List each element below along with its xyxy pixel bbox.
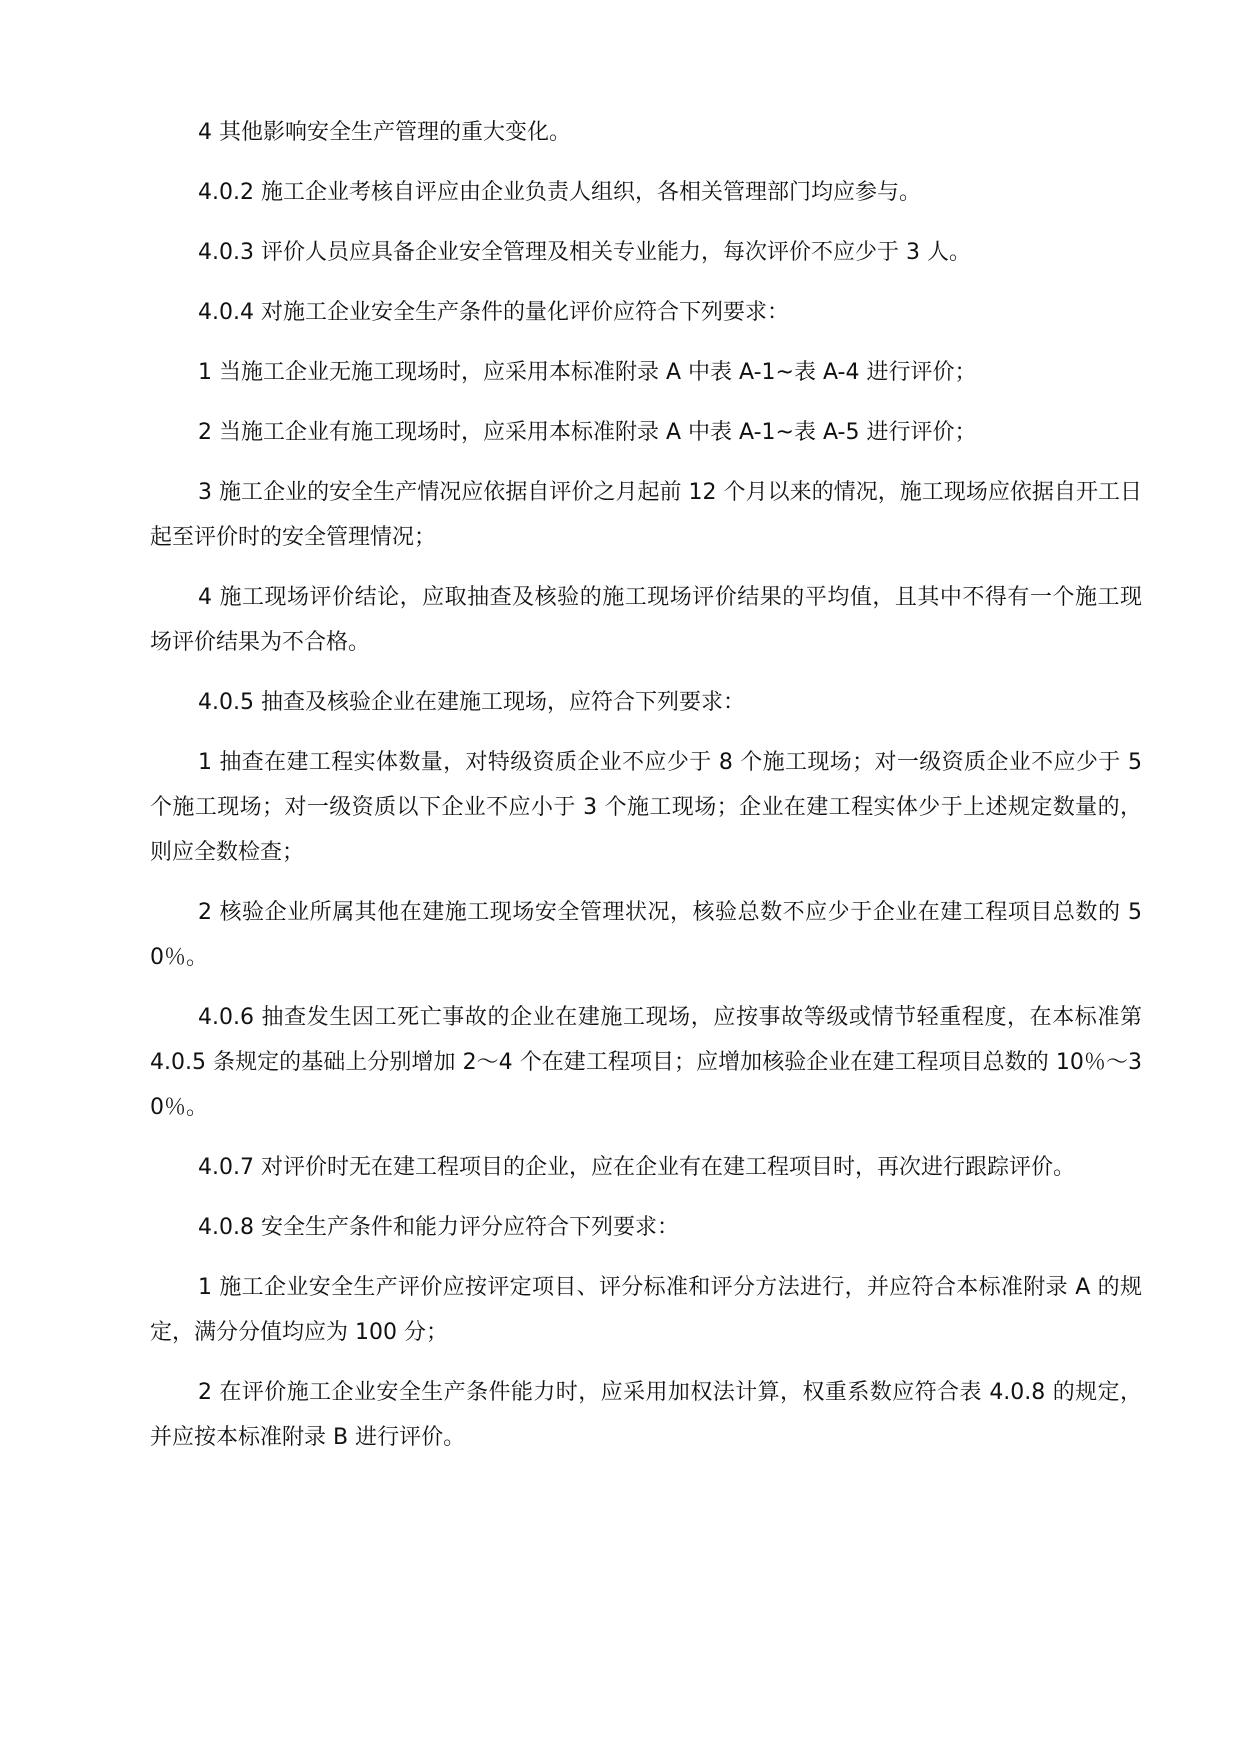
paragraph-4-0-4-item-2: 2 当施工企业有施工现场时，应采用本标准附录 A 中表 A-1~表 A-5 进行评价； [198, 420, 977, 445]
paragraph-4-0-4-item-3: 3 施工企业的安全生产情况应依据自评价之月起前 12 个月以来的情况，施工现场应依据自开工日起至评价时的安全管理情况； [150, 480, 1142, 550]
paragraph-4-0-8-item-2: 2 在评价施工企业安全生产条件能力时，应采用加权法计算，权重系数应符合表 4.0.8 的规定，并应按本标准附录 B 进行评价。 [150, 1380, 1142, 1450]
paragraph-4-0-4: 4.0.4 对施工企业安全生产条件的量化评价应符合下列要求： [198, 300, 789, 325]
document-page [150, 110, 1142, 1475]
paragraph-4-0-4-item-1: 1 当施工企业无施工现场时，应采用本标准附录 A 中表 A-1~表 A-4 进行评价； [198, 360, 977, 385]
paragraph-4-0-8-item-1: 1 施工企业安全生产评价应按评定项目、评分标准和评分方法进行，并应符合本标准附录 A 的规定，满分分值均应为 100 分； [150, 1275, 1142, 1345]
paragraph-4-0-5-item-1: 1 抽查在建工程实体数量，对特级资质企业不应少于 8 个施工现场；对一级资质企业不应少于 5 个施工现场；对一级资质以下企业不应小于 3 个施工现场；企业在建工程实体少于上述规定数量的，则应全数检查； [150, 750, 1142, 865]
paragraph-4-0-8: 4.0.8 安全生产条件和能力评分应符合下列要求： [198, 1215, 679, 1240]
paragraph-4-0-6: 4.0.6 抽查发生因工死亡事故的企业在建施工现场，应按事故等级或情节轻重程度，在本标准第 4.0.5 条规定的基础上分别增加 2～4 个在建工程项目；应增加核验企业在建工程项目总数的 10％～30％。 [150, 1005, 1142, 1120]
paragraph-4-0-3: 4.0.3 评价人员应具备企业安全管理及相关专业能力，每次评价不应少于 3 人。 [198, 240, 971, 265]
paragraph-4-0-4-item-4: 4 施工现场评价结论，应取抽查及核验的施工现场评价结果的平均值，且其中不得有一个施工现场评价结果为不合格。 [150, 585, 1142, 655]
paragraph-4-0-5-item-2: 2 核验企业所属其他在建施工现场安全管理状况，核验总数不应少于企业在建工程项目总数的 50％。 [150, 900, 1142, 970]
paragraph-major-change: 4 其他影响安全生产管理的重大变化。 [198, 120, 571, 145]
paragraph-4-0-5: 4.0.5 抽查及核验企业在建施工现场，应符合下列要求： [198, 690, 745, 715]
paragraph-4-0-2: 4.0.2 施工企业考核自评应由企业负责人组织，各相关管理部门均应参与。 [198, 180, 921, 205]
paragraph-4-0-7: 4.0.7 对评价时无在建工程项目的企业，应在企业有在建工程项目时，再次进行跟踪评价。 [198, 1155, 1075, 1180]
